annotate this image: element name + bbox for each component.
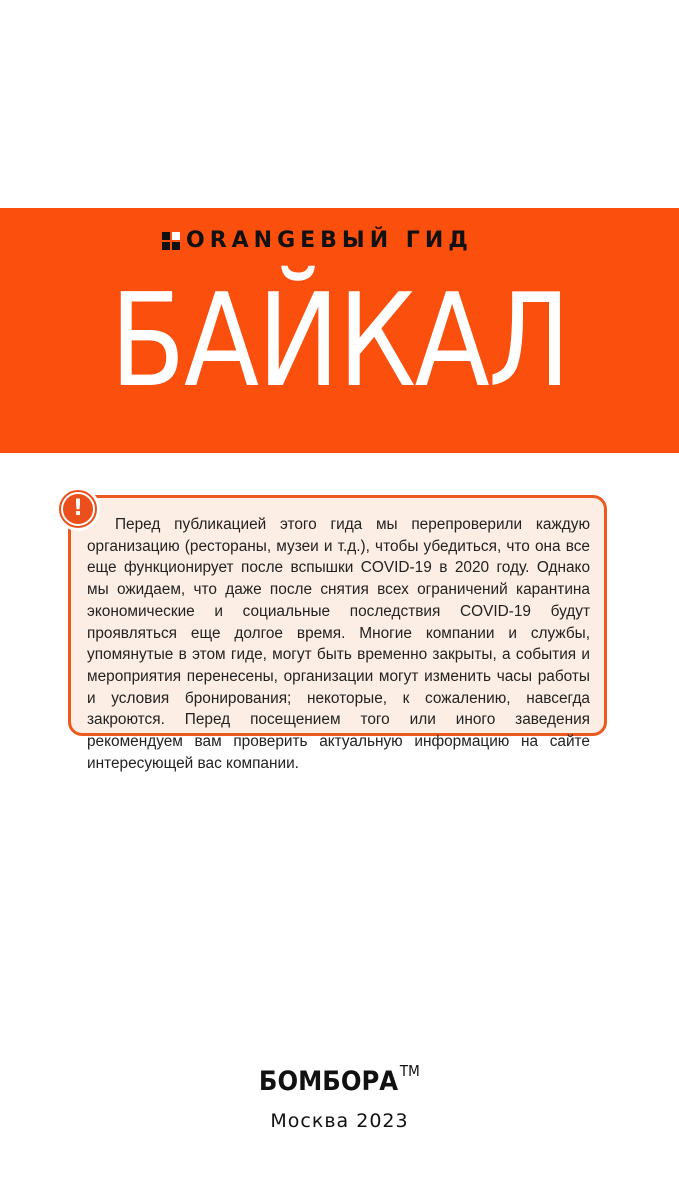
publisher-name: БОМБОРА — [259, 1066, 399, 1097]
book-title: БАЙКАЛ — [110, 267, 570, 416]
series-label — [162, 228, 473, 254]
covid-notice-box — [68, 495, 607, 772]
series-name: ORANGEВЫЙ ГИД — [186, 228, 473, 253]
publisher-logo — [0, 1062, 679, 1097]
notice-text: Перед публикацией этого гида мы перепроверили каждую организацию (рестораны, музеи и т.д.), чтобы убедиться, что она все еще функционирует после вспышки COVID-19 в 2020 году. Однако мы ожидаем, что даже после снятия всех ограничений карантина экономические и социальные последствия COVID-19 будут проявляться еще долгое время. Многие компании и службы, упомянутые в этом гиде, могут быть временно закрыты, а события и мероприятия перенесены, организации могут изменить часы работы и условия бронирования; некоторые, к сожалению, навсегда закроются. Перед посещением того или иного заведения рекомендуем вам проверить актуальную информацию на сайте интересующей вас компании. — [87, 516, 590, 772]
exclamation-circle-icon: ! — [56, 487, 100, 531]
trademark-mark: TM — [400, 1062, 420, 1080]
imprint-city-year: Москва 2023 — [270, 1110, 409, 1132]
four-squares-logo-icon — [162, 232, 180, 250]
